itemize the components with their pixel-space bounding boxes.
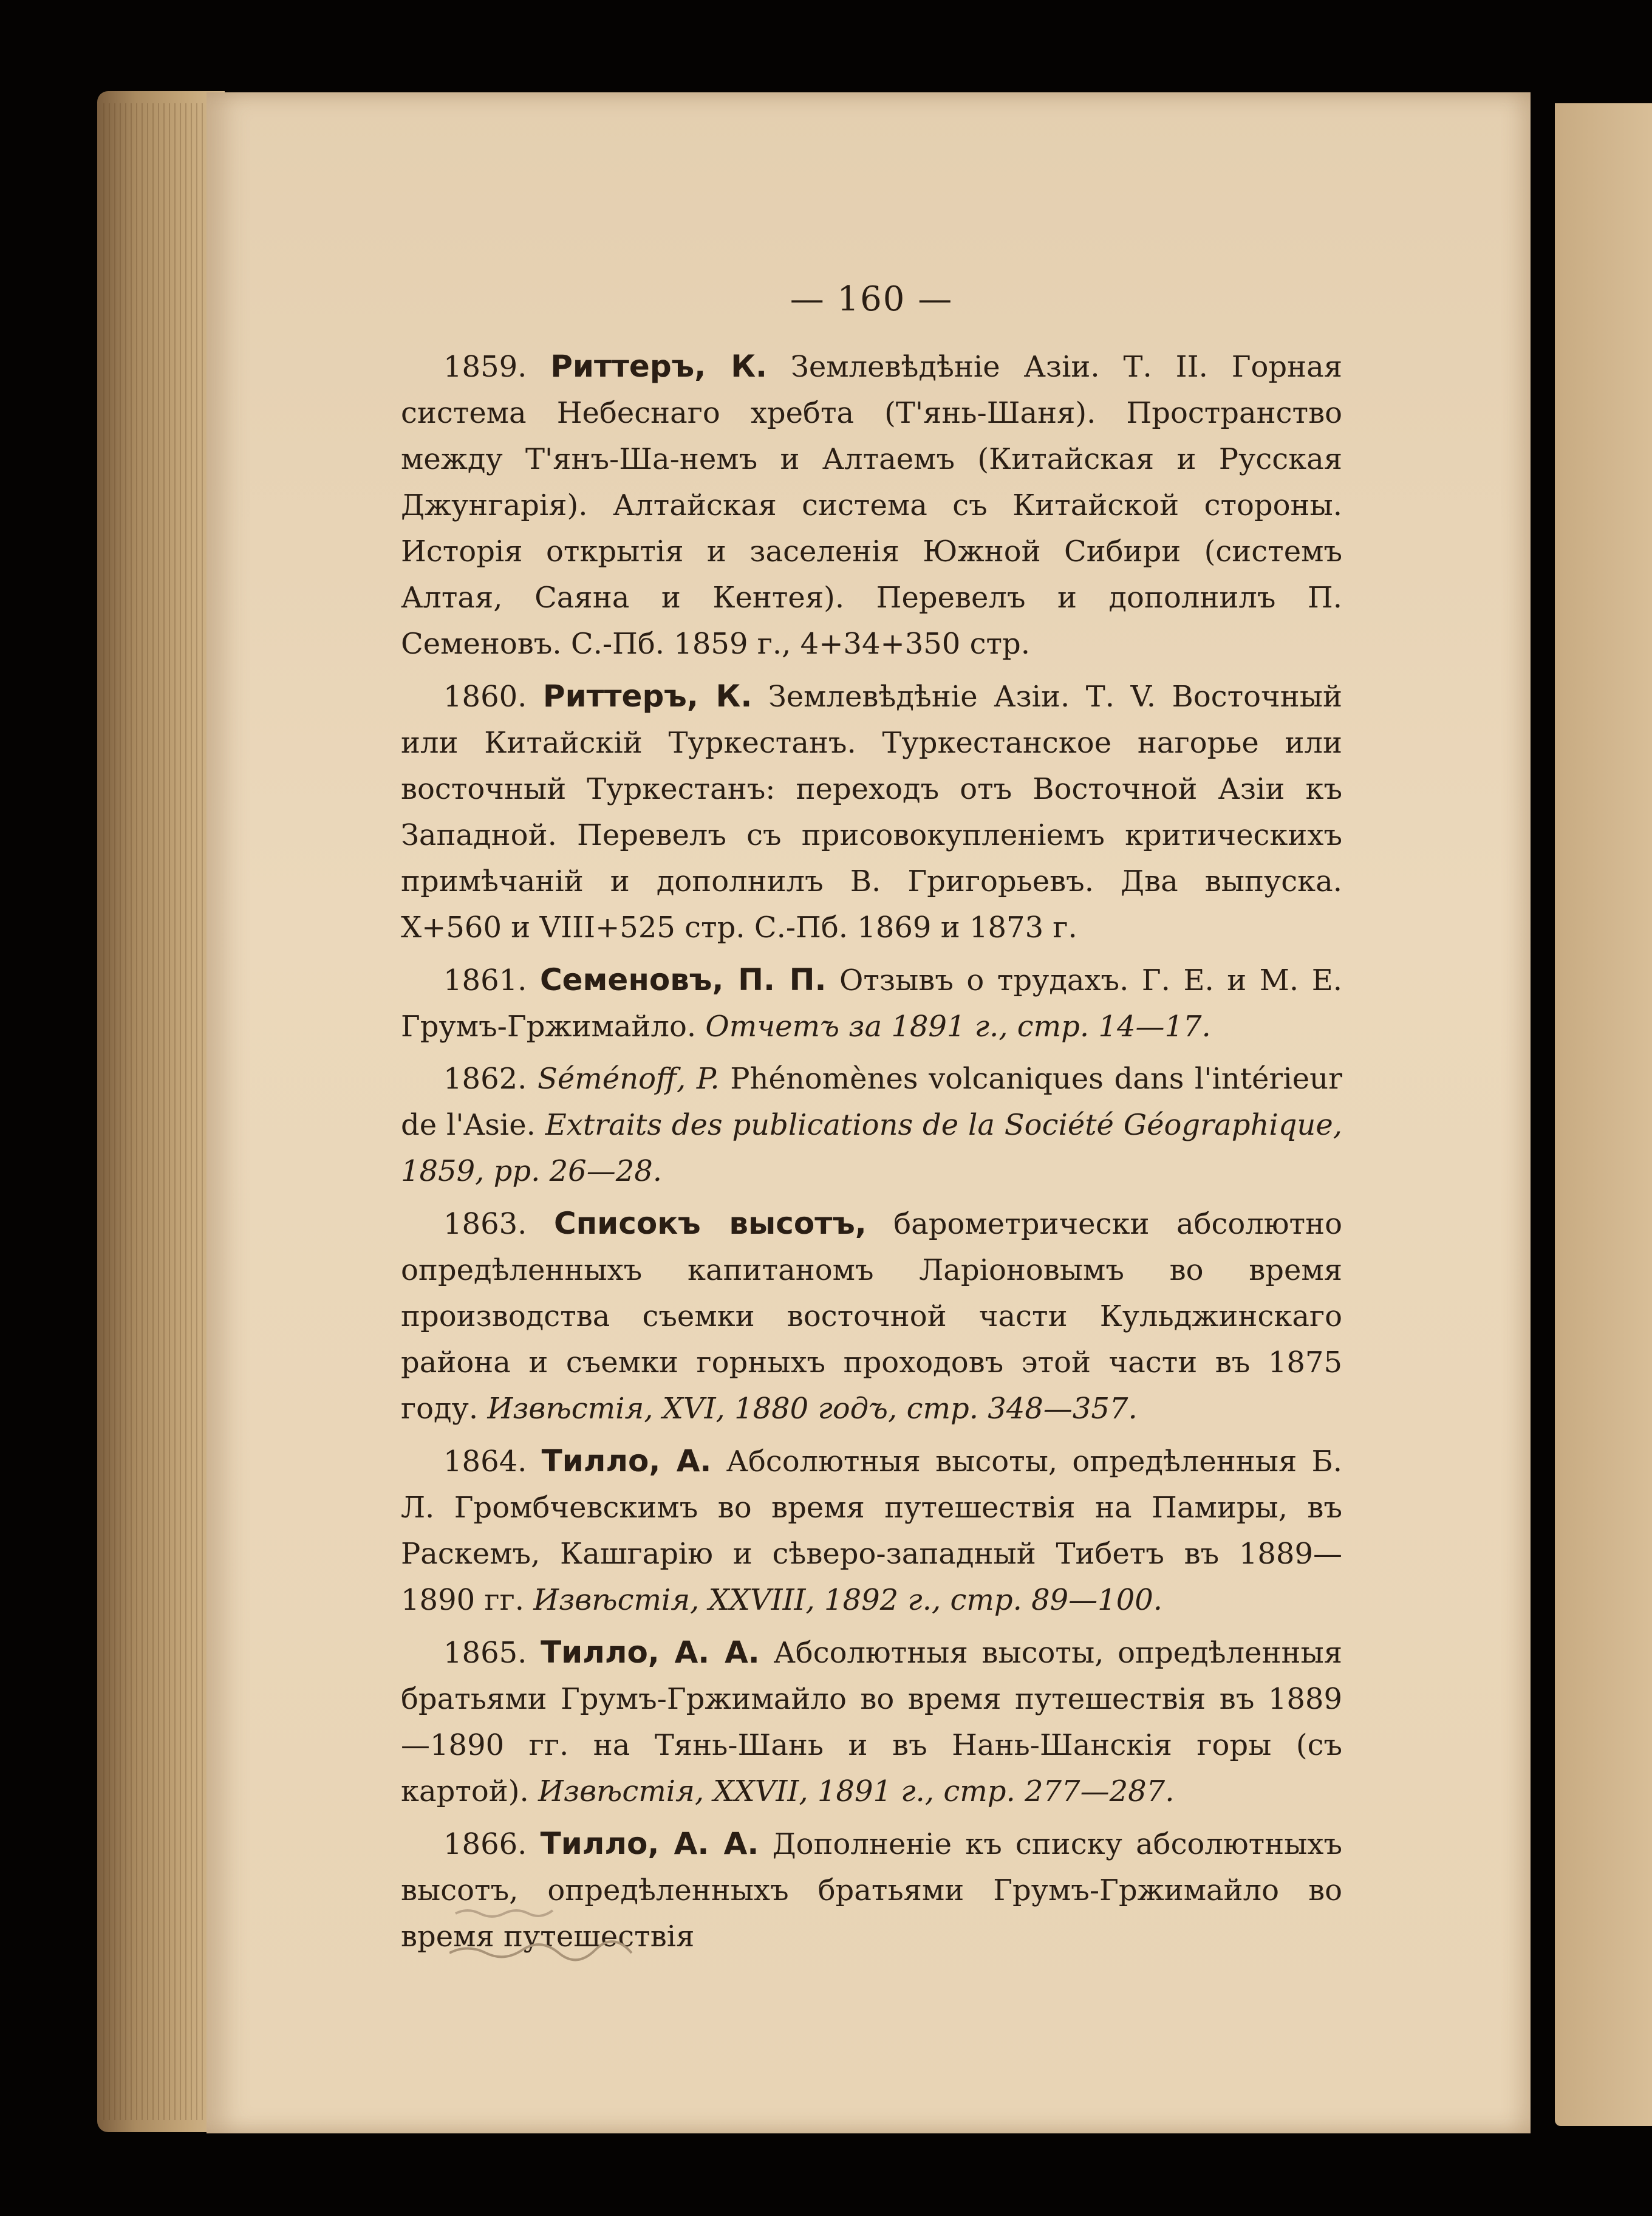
page-edge-texture bbox=[103, 103, 219, 2120]
entry-author: Тилло, А. bbox=[541, 1443, 712, 1479]
faded-handwriting-mark bbox=[449, 1895, 680, 1962]
entry-1864 bbox=[401, 1438, 1342, 1623]
entry-number: 1859. bbox=[443, 350, 527, 384]
entry-number: 1863. bbox=[443, 1207, 527, 1241]
entry-text: Землевѣдѣніе Азіи. Т. II. Горная система Небеснаго хребта (Т'янь-Шаня). Пространство между Т'янъ-Ша-немъ и Алтаемъ (Китайская и Русская Джунгарія). Алтайская система съ Китайской стороны. Исторія открытія и заселенія Южной Сибири (системъ Алтая, Саяна и Кентея). Перевелъ и дополнилъ П. Семеновъ. С.-Пб. 1859 г., 4+34+350 стр. bbox=[401, 350, 1342, 661]
entry-source: Извѣстія, XXVIII, 1892 г., стр. 89—100. bbox=[533, 1583, 1163, 1617]
entry-1863 bbox=[401, 1200, 1342, 1432]
entry-1861 bbox=[401, 957, 1342, 1050]
entry-source: Извѣстія, XXVII, 1891 г., стр. 277—287. bbox=[538, 1774, 1175, 1808]
entry-text: Отзывъ о трудахъ. Г. Е. и М. Е. Грумъ-Гржимайло. bbox=[401, 963, 1342, 1044]
entry-number: 1860. bbox=[443, 680, 527, 714]
facing-page-edge bbox=[1555, 103, 1652, 2126]
entry-number: 1861. bbox=[443, 963, 527, 997]
entry-author: Тилло, А. А. bbox=[541, 1635, 760, 1670]
entry-1865 bbox=[401, 1629, 1342, 1814]
entry-1860 bbox=[401, 673, 1342, 951]
entry-author: Семеновъ, П. П. bbox=[539, 962, 827, 997]
entry-text: Абсолютныя высоты, опредѣленныя братьями Грумъ-Гржимайло во время путешествія въ 1889—1890 гг. на Тянь-Шань и въ Нань-Шанскія горы (съ картой). bbox=[401, 1636, 1342, 1808]
entry-source: Извѣстія, XVI, 1880 годъ, стр. 348—357. bbox=[487, 1392, 1138, 1426]
entry-author-italic: Séménoff, P. bbox=[537, 1062, 720, 1096]
entry-author: Риттеръ, К. bbox=[542, 679, 753, 714]
entry-author: Тилло, А. А. bbox=[540, 1826, 759, 1861]
page-content bbox=[401, 279, 1342, 1966]
entry-number: 1864. bbox=[443, 1445, 527, 1479]
page-number: — 160 — bbox=[790, 279, 954, 319]
entry-text: Дополненіе къ списку абсолютныхъ высотъ, опредѣленныхъ братьями Грумъ-Гржимайло во время путешествія bbox=[401, 1827, 1343, 1954]
entry-1859 bbox=[401, 343, 1342, 667]
entry-number: 1862. bbox=[443, 1062, 527, 1096]
entry-source: Отчетъ за 1891 г., стр. 14—17. bbox=[705, 1010, 1211, 1044]
entry-number: 1865. bbox=[443, 1636, 527, 1670]
entry-text: Phénomènes volcaniques dans l'intérieur de l'Asie. bbox=[401, 1062, 1342, 1142]
entry-number: 1866. bbox=[443, 1827, 527, 1861]
entry-author: Риттеръ, К. bbox=[550, 349, 768, 384]
entry-text: Абсолютныя высоты, опредѣленныя Б. Л. Громбчевскимъ во время путешествія на Памиры, въ Раскемъ, Кашгарію и сѣверо-западный Тибетъ въ 1889—1890 гг. bbox=[401, 1445, 1342, 1617]
entry-source: Extraits des publications de la Société Géographique, 1859, pp. 26—28. bbox=[401, 1108, 1343, 1188]
entry-author: Списокъ высотъ, bbox=[553, 1206, 867, 1241]
entry-1862 bbox=[401, 1056, 1342, 1194]
entry-text: Землевѣдѣніе Азіи. Т. V. Восточный или Китайскій Туркестанъ. Туркестанское нагорье или восточный Туркестанъ: переходъ отъ Восточной Азіи къ Западной. Перевелъ съ присовокупленіемъ критическихъ примѣчаній и дополнилъ В. Григорьевъ. Два выпуска. X+560 и VIII+525 стр. С.-Пб. 1869 и 1873 г. bbox=[401, 680, 1342, 945]
entry-text: барометрически абсолютно опредѣленныхъ капитаномъ Ларіоновымъ во время производства съемки восточной части Кульджинскаго района и съемки горныхъ проходовъ этой части въ 1875 году. bbox=[401, 1207, 1342, 1426]
